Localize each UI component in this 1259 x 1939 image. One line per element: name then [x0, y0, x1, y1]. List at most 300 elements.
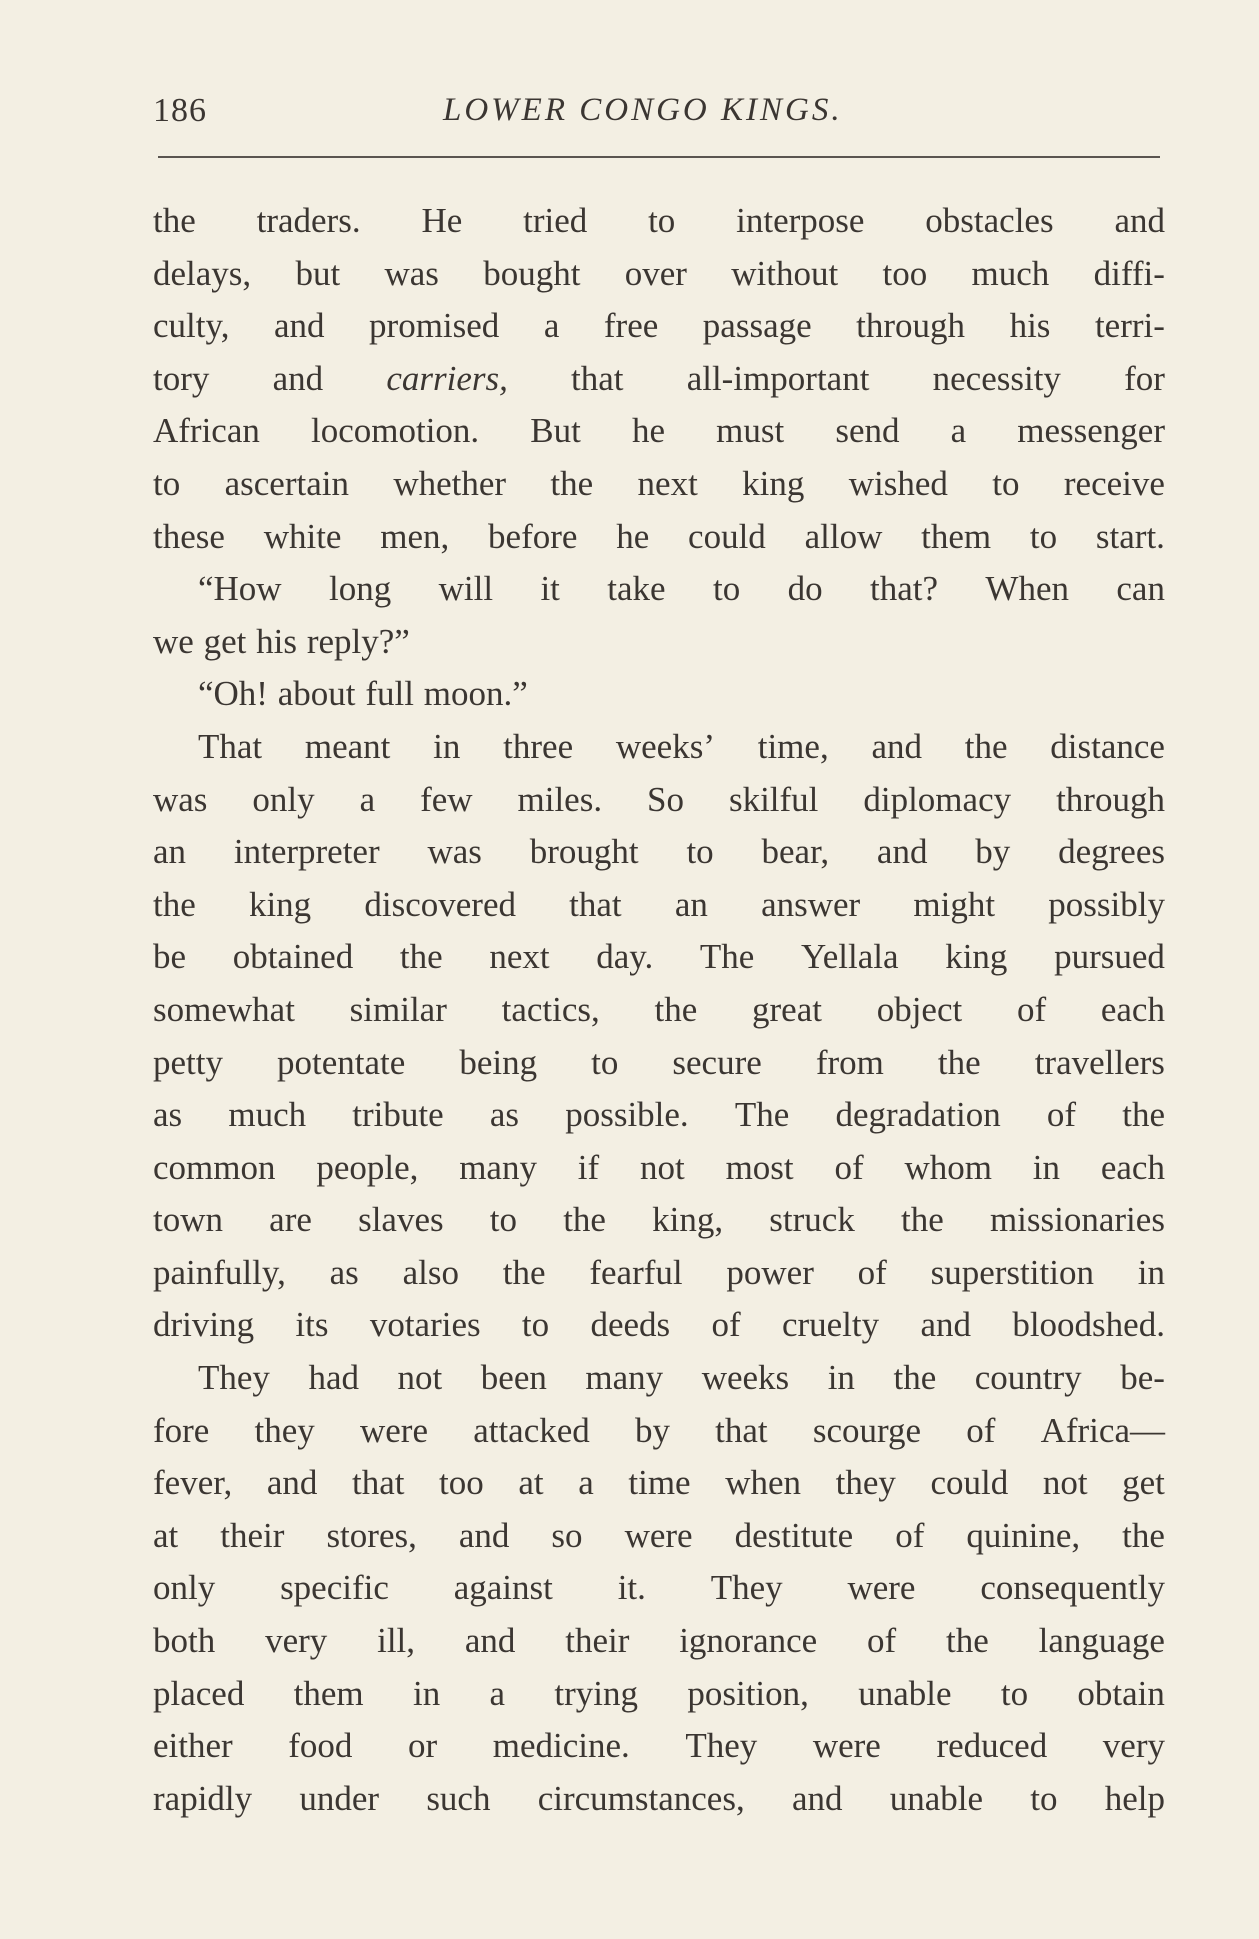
word: as [153, 1095, 183, 1135]
text-line [153, 248, 1165, 301]
word: each [1100, 1147, 1165, 1187]
word: That [198, 726, 263, 766]
word: reduced [936, 1726, 1048, 1766]
text-line [153, 774, 1165, 827]
word: these [153, 516, 225, 556]
word: fearful [589, 1252, 683, 1292]
word: diffi- [1093, 253, 1165, 293]
word: before [488, 516, 578, 556]
word: a [489, 1673, 506, 1713]
word: food [288, 1726, 353, 1766]
word: secure [672, 1042, 762, 1082]
word: rapidly [153, 1778, 253, 1818]
word: the [550, 463, 594, 503]
word: to [686, 832, 714, 872]
word: promised [369, 306, 500, 346]
word: were [847, 1568, 916, 1608]
word: to [1029, 516, 1058, 556]
text-line [153, 1668, 1165, 1721]
word: in [412, 1673, 441, 1713]
word: time, [757, 726, 829, 766]
page-number: 186 [153, 92, 207, 129]
word: must [716, 411, 785, 451]
word: king, [652, 1200, 724, 1240]
word: to [1030, 1778, 1058, 1818]
word: deeds [590, 1305, 671, 1345]
word: the [1122, 1515, 1165, 1555]
word: an [674, 884, 708, 924]
word: They [685, 1726, 758, 1766]
word: against [453, 1568, 553, 1608]
word: similar [349, 989, 447, 1029]
word: either [153, 1726, 233, 1766]
word: missionaries [989, 1200, 1165, 1240]
word: their [220, 1515, 285, 1555]
word: of [1046, 1095, 1077, 1135]
word: and [871, 726, 922, 766]
word: few [420, 779, 473, 819]
word: They [710, 1568, 783, 1608]
word: they [835, 1463, 896, 1503]
text-line [153, 1037, 1165, 1090]
word: them [921, 516, 992, 556]
word: fever, [153, 1463, 233, 1503]
word: to [992, 463, 1020, 503]
word: each [1100, 989, 1165, 1029]
word: their [565, 1621, 630, 1661]
word: necessity [932, 358, 1061, 398]
word: ascertain [224, 463, 349, 503]
word: When [985, 569, 1069, 609]
word: send [835, 411, 900, 451]
word: unable [858, 1673, 952, 1713]
word: wished [848, 463, 948, 503]
word: being [459, 1042, 538, 1082]
word: reply?” [306, 621, 410, 661]
word: and [266, 1463, 318, 1503]
word: that? [870, 569, 939, 609]
word: that [571, 358, 624, 398]
word: were [360, 1410, 429, 1450]
word: somewhat [153, 989, 295, 1029]
word: stores, [326, 1515, 417, 1555]
word: be [153, 937, 187, 977]
word: “How [198, 569, 282, 609]
text-line [153, 1720, 1165, 1773]
word: that [569, 884, 622, 924]
word: petty [153, 1042, 223, 1082]
text-line [153, 458, 1165, 511]
word: in [433, 726, 461, 766]
word: will [438, 569, 494, 609]
word: for [1124, 358, 1165, 398]
word: meant [304, 726, 391, 766]
word: Yellala [800, 937, 899, 977]
word: was [384, 253, 439, 293]
word: of [711, 1305, 741, 1345]
word: and [272, 358, 324, 398]
word: town [153, 1200, 223, 1240]
word: struck [769, 1200, 855, 1240]
word: much [971, 253, 1050, 293]
word: over [624, 253, 687, 293]
word: circumstances, [537, 1778, 745, 1818]
word: Africa— [1040, 1410, 1165, 1450]
word: been [480, 1358, 547, 1398]
text-line [153, 721, 1165, 774]
word: a [578, 1463, 594, 1503]
word: He [421, 201, 463, 240]
text-line [153, 931, 1165, 984]
word: all-important [686, 358, 870, 398]
word: full [365, 674, 414, 714]
text-line [153, 1562, 1165, 1615]
word: not [640, 1147, 685, 1187]
text-line [153, 1194, 1165, 1247]
word: free [603, 306, 659, 346]
text-line [153, 1142, 1165, 1195]
word: common [153, 1147, 276, 1187]
word: help [1104, 1778, 1165, 1818]
word: many [585, 1358, 664, 1398]
word: fore [153, 1410, 210, 1450]
word: The [699, 937, 755, 977]
word: of [857, 1252, 887, 1292]
word: brought [529, 832, 639, 872]
page-header [153, 92, 1160, 142]
word: to [521, 1305, 550, 1345]
word: obstacles [925, 201, 1054, 240]
word: of [1016, 989, 1047, 1029]
word: by [634, 1410, 670, 1450]
word: were [812, 1726, 881, 1766]
word: unable [889, 1778, 984, 1818]
word: medicine. [492, 1726, 630, 1766]
word: scourge [812, 1410, 922, 1450]
word: But [530, 411, 581, 451]
word: much [228, 1095, 307, 1135]
word: to [489, 1200, 518, 1240]
word: painfully, [153, 1252, 286, 1292]
word: placed [153, 1673, 245, 1713]
word: get [203, 621, 247, 661]
word: possibly [1048, 884, 1165, 924]
word: delays, [153, 253, 252, 293]
text-line [153, 353, 1165, 406]
text-line [153, 195, 1165, 248]
word: driving [153, 1305, 255, 1345]
word: diplomacy [863, 779, 1012, 819]
word: by [975, 832, 1011, 872]
word: trying [554, 1673, 639, 1713]
word: degradation [835, 1095, 1001, 1135]
word: destitute [734, 1515, 854, 1555]
word: them [293, 1673, 364, 1713]
word: attacked [473, 1410, 590, 1450]
word: the [946, 1621, 989, 1661]
word: position, [687, 1673, 809, 1713]
running-title: LOWER CONGO KINGS. [443, 92, 843, 128]
word: allow [804, 516, 883, 556]
word: he [616, 516, 650, 556]
word: also [402, 1252, 459, 1292]
header-rule [158, 156, 1160, 158]
text-line [153, 1299, 1165, 1352]
word: interpreter [233, 832, 380, 872]
word: traders. [256, 201, 361, 240]
word: weeks’ [615, 726, 715, 766]
word: without [731, 253, 839, 293]
text-line [153, 668, 1165, 721]
word: the [563, 1200, 606, 1240]
word: as [489, 1095, 520, 1135]
word: discovered [364, 884, 516, 924]
word: too [882, 253, 928, 293]
word: so [551, 1515, 583, 1555]
word: had [308, 1358, 359, 1398]
word: carriers, [386, 358, 508, 398]
word: men, [380, 516, 450, 556]
word: ill, [377, 1621, 416, 1661]
word: cruelty [781, 1305, 880, 1345]
word: passage [702, 306, 812, 346]
word: in [1032, 1147, 1061, 1187]
word: pursued [1054, 937, 1165, 977]
text-line [153, 1405, 1165, 1458]
word: but [295, 253, 341, 293]
word: tactics, [501, 989, 600, 1029]
word: very [265, 1621, 328, 1661]
word: the [893, 1358, 937, 1398]
word: object [876, 989, 963, 1029]
word: distance [1050, 726, 1165, 766]
word: degrees [1058, 832, 1165, 872]
word: skilful [728, 779, 819, 819]
word: superstition [930, 1252, 1094, 1292]
word: do [787, 569, 823, 609]
word: consequently [980, 1568, 1165, 1608]
word: bought [483, 253, 581, 293]
word: a [359, 779, 376, 819]
word: be- [1120, 1358, 1165, 1398]
word: and [876, 832, 928, 872]
word: whom [904, 1147, 992, 1187]
word: his [1009, 306, 1051, 346]
word: to [591, 1042, 619, 1082]
text-line [153, 1089, 1165, 1142]
word: The [734, 1095, 790, 1135]
word: whether [393, 463, 507, 503]
word: votaries [369, 1305, 481, 1345]
word: and [1114, 201, 1165, 240]
word: could [688, 516, 766, 556]
word: language [1038, 1621, 1165, 1661]
word: time [628, 1463, 691, 1503]
word: the [399, 937, 443, 977]
word: messenger [1017, 411, 1165, 451]
word: they [254, 1410, 315, 1450]
word: could [930, 1463, 1009, 1503]
word: or [408, 1726, 438, 1766]
word: he [631, 411, 666, 451]
word: of [867, 1621, 897, 1661]
word: African [153, 411, 260, 451]
word: only [252, 779, 315, 819]
word: get [1122, 1463, 1165, 1503]
word: “Oh! [198, 674, 268, 714]
word: that [715, 1410, 768, 1450]
word: to [712, 569, 741, 609]
word: king [742, 463, 805, 503]
word: and [464, 1621, 516, 1661]
word: many [459, 1147, 537, 1187]
word: to [1000, 1673, 1029, 1713]
word: quinine, [966, 1515, 1081, 1555]
word: both [153, 1621, 216, 1661]
word: the [153, 884, 196, 924]
word: we [153, 621, 194, 661]
word: was [153, 779, 208, 819]
word: through [1056, 779, 1165, 819]
word: start. [1095, 516, 1165, 556]
word: when [725, 1463, 801, 1503]
word: such [426, 1778, 491, 1818]
word: and [920, 1305, 971, 1345]
word: tribute [352, 1095, 444, 1135]
word: in [827, 1358, 855, 1398]
word: three [503, 726, 574, 766]
word: specific [280, 1568, 389, 1608]
text-line [153, 984, 1165, 1037]
word: the [654, 989, 698, 1029]
word: So [647, 779, 684, 819]
word: next [489, 937, 550, 977]
word: the [937, 1042, 981, 1082]
word: only [153, 1568, 216, 1608]
word: power [726, 1252, 814, 1292]
word: next [637, 463, 698, 503]
word: slaves [358, 1200, 444, 1240]
word: under [299, 1778, 380, 1818]
word: king [945, 937, 1008, 977]
word: a [543, 306, 560, 346]
text-line [153, 1457, 1165, 1510]
text-line [153, 616, 1165, 669]
word: if [577, 1147, 600, 1187]
word: it [540, 569, 560, 609]
text-line [153, 1510, 1165, 1563]
word: from [815, 1042, 884, 1082]
word: moon.” [423, 674, 528, 714]
word: not [397, 1358, 443, 1398]
word: bloodshed. [1012, 1305, 1165, 1345]
text-line [153, 405, 1165, 458]
text-line [153, 1247, 1165, 1300]
word: too [439, 1463, 484, 1503]
word: as [329, 1252, 359, 1292]
word: day. [596, 937, 654, 977]
word: the [901, 1200, 944, 1240]
word: about [277, 674, 356, 714]
word: great [752, 989, 822, 1029]
word: not [1042, 1463, 1088, 1503]
word: at [153, 1515, 179, 1555]
word: take [607, 569, 666, 609]
word: its [295, 1305, 329, 1345]
word: possible. [565, 1095, 689, 1135]
word: country [974, 1358, 1082, 1398]
text-line [153, 563, 1165, 616]
word: miles. [517, 779, 603, 819]
word: receive [1063, 463, 1165, 503]
word: it. [617, 1568, 646, 1608]
word: ignorance [679, 1621, 818, 1661]
word: bear, [761, 832, 830, 872]
word: to [153, 463, 181, 503]
word: obtain [1077, 1673, 1165, 1713]
word: answer [761, 884, 861, 924]
word: at [518, 1463, 544, 1503]
word: potentate [277, 1042, 406, 1082]
text-line [153, 826, 1165, 879]
word: the [964, 726, 1008, 766]
word: through [856, 306, 966, 346]
word: of [895, 1515, 925, 1555]
word: of [966, 1410, 996, 1450]
word: in [1137, 1252, 1165, 1292]
word: people, [316, 1147, 419, 1187]
word: obtained [232, 937, 354, 977]
text-line [153, 1773, 1165, 1826]
word: tory [153, 358, 210, 398]
word: are [269, 1200, 312, 1240]
word: white [263, 516, 342, 556]
word: a [950, 411, 967, 451]
word: terri- [1094, 306, 1165, 346]
word: long [328, 569, 392, 609]
word: can [1116, 569, 1165, 609]
text-line [153, 511, 1165, 564]
word: culty, [153, 306, 230, 346]
word: the [153, 201, 196, 240]
word: and [458, 1515, 510, 1555]
word: were [624, 1515, 693, 1555]
text-line [153, 879, 1165, 932]
word: might [913, 884, 996, 924]
word: that [351, 1463, 405, 1503]
text-line [153, 1352, 1165, 1405]
word: travellers [1034, 1042, 1165, 1082]
word: weeks [701, 1358, 790, 1398]
word: the [502, 1252, 546, 1292]
body-text [153, 195, 1165, 1825]
word: king [248, 884, 312, 924]
word: and [273, 306, 325, 346]
word: was [427, 832, 482, 872]
word: an [153, 832, 187, 872]
word: interpose [736, 201, 865, 240]
word: to [648, 201, 676, 240]
word: locomotion. [311, 411, 480, 451]
word: tried [523, 201, 588, 240]
word: very [1102, 1726, 1165, 1766]
word: most [725, 1147, 794, 1187]
text-line [153, 300, 1165, 353]
word: his [256, 621, 298, 661]
word: and [791, 1778, 843, 1818]
word: the [1122, 1095, 1165, 1135]
word: They [198, 1358, 270, 1398]
